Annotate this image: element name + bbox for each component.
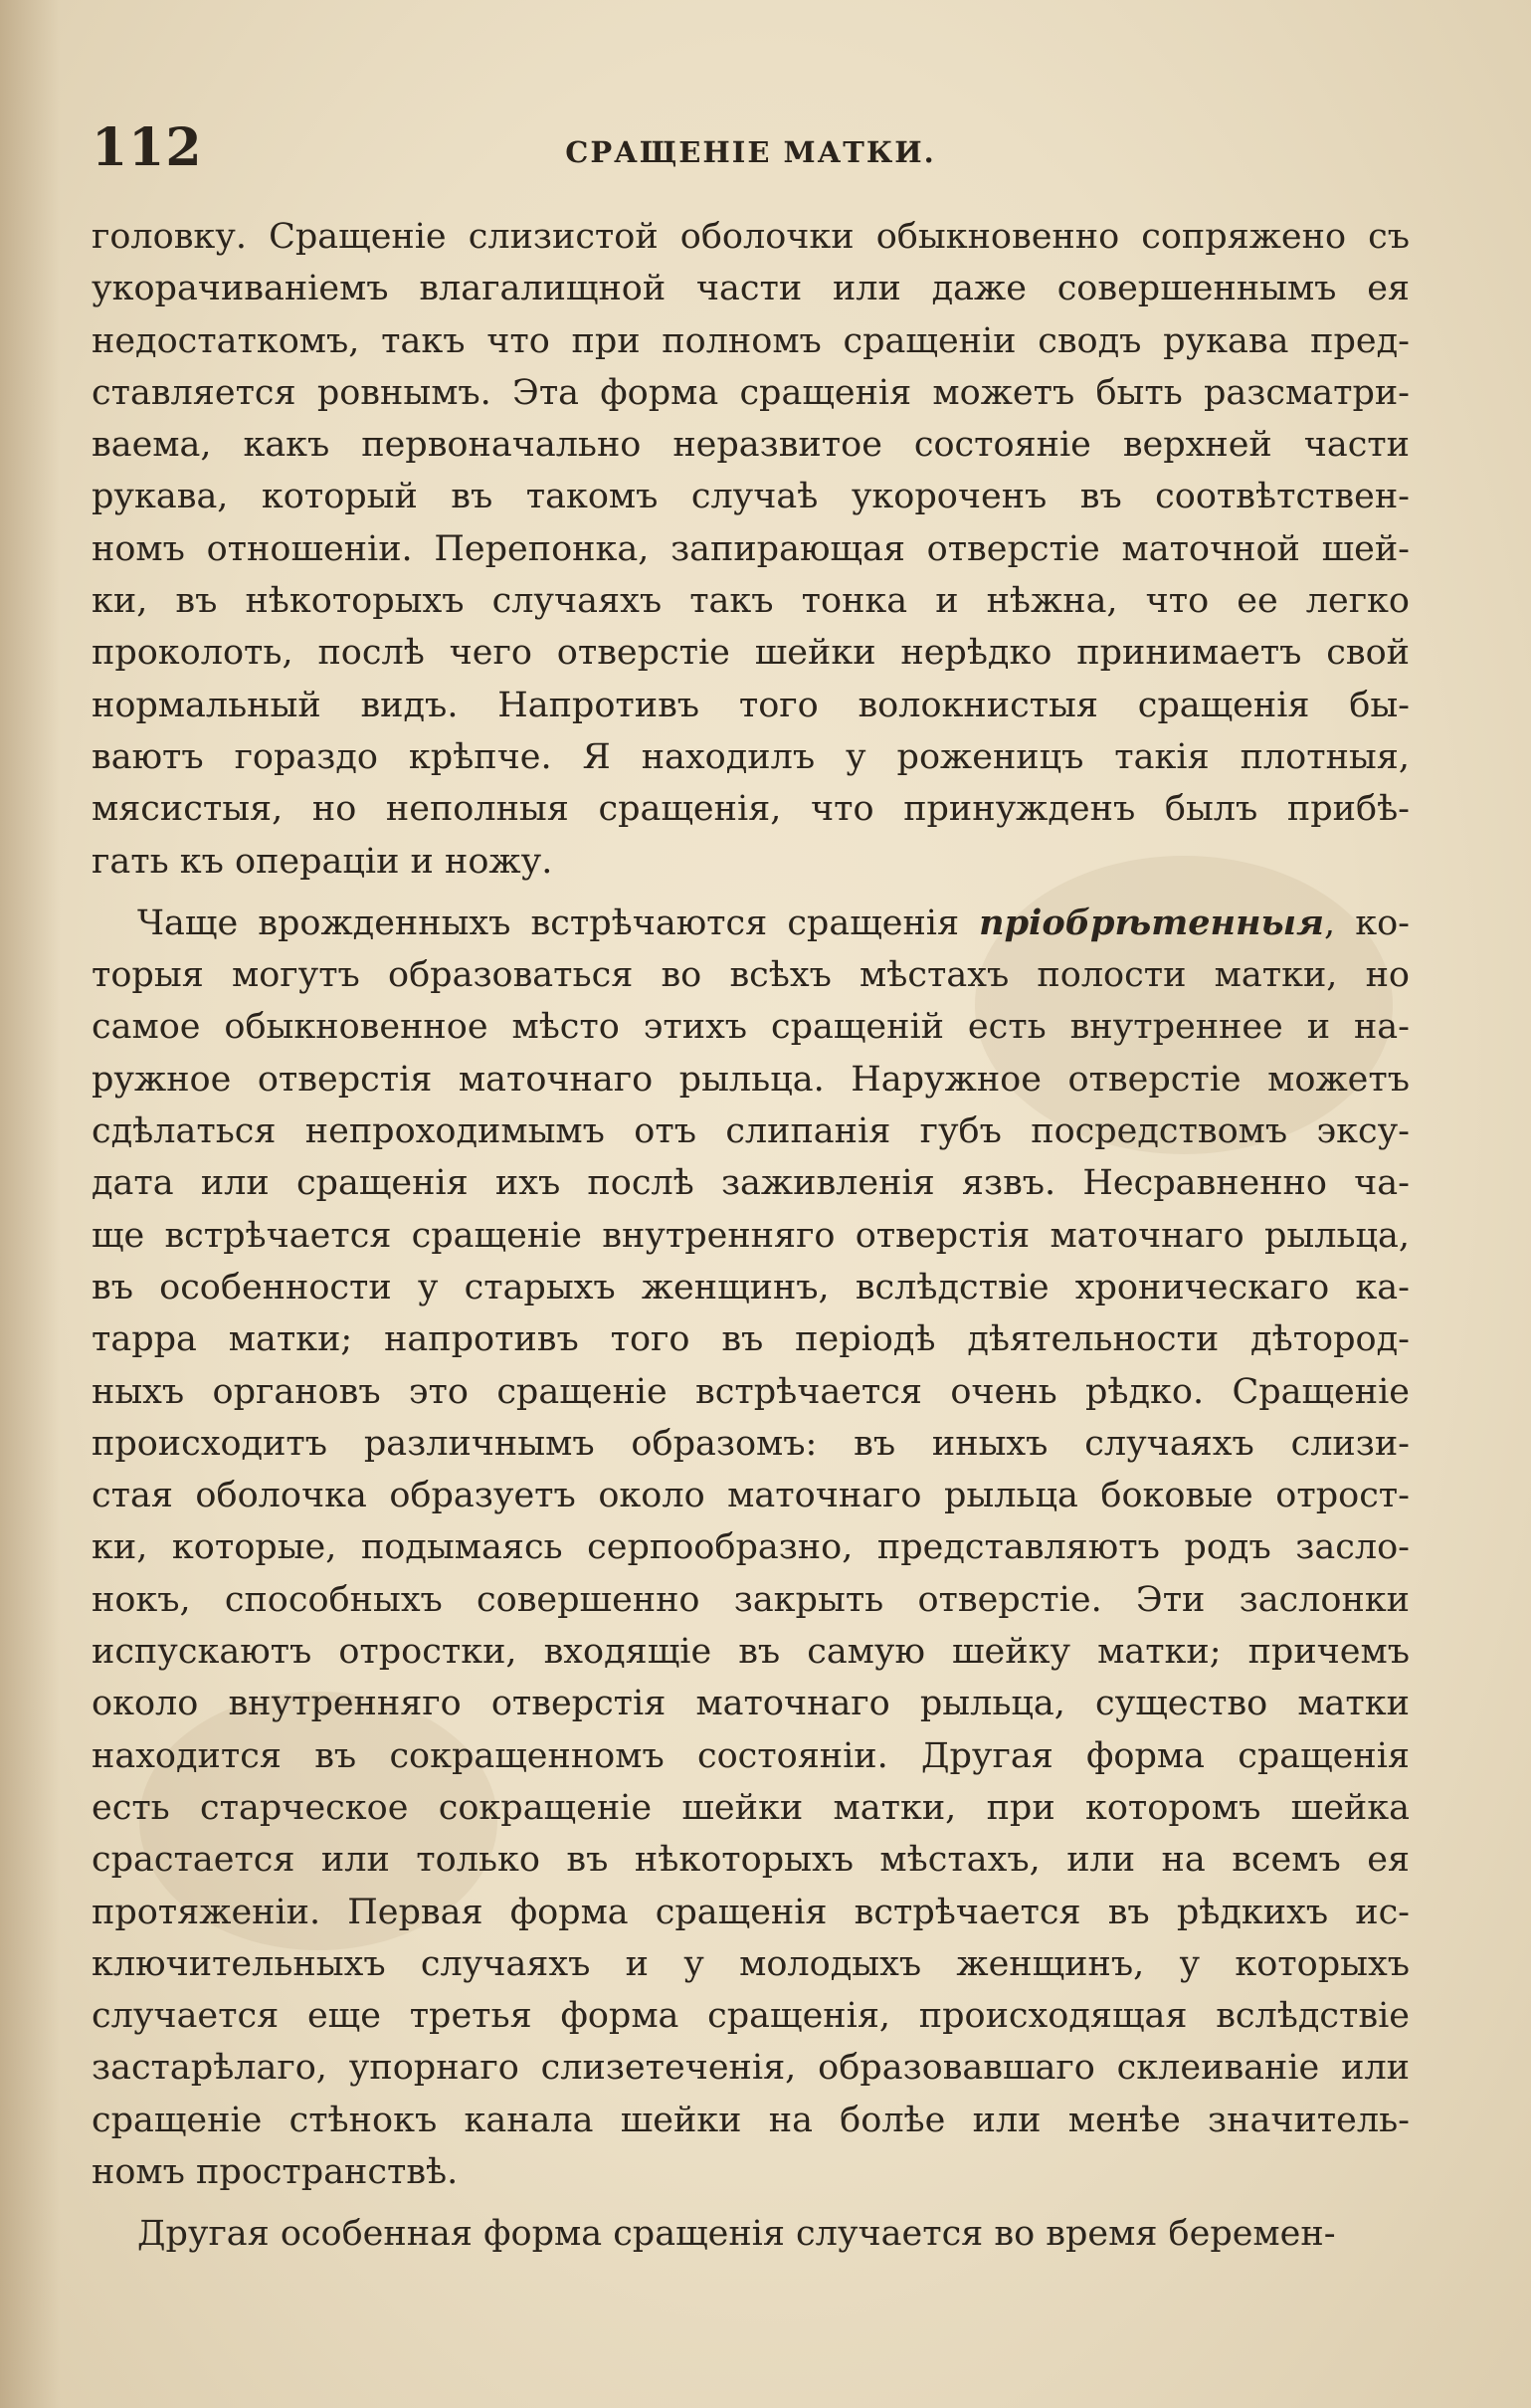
text-line: стая оболочка образуетъ около маточнаго рыльца боковые отрост- [92,1476,1410,1516]
text-line: застарѣлаго, упорнаго слизетеченія, образовавшаго склеиваніе или [92,2048,1410,2089]
text-line: рукава, который въ такомъ случаѣ укороченъ въ соотвѣтствен- [92,477,1410,517]
text-line: торыя могутъ образоваться во всѣхъ мѣстахъ полости матки, но [92,955,1410,996]
text-line: ки, которые, подымаясь серпообразно, представляютъ родъ засло- [92,1527,1410,1568]
text-line: ваема, какъ первоначально неразвитое состояніе верхней части [92,425,1410,466]
text-line: срастается или только въ нѣкоторыхъ мѣстахъ, или на всемъ ея [92,1840,1410,1881]
text-line: номъ пространствѣ. [92,2151,459,2192]
text-line: Другая особенная форма сращенія случается во время беремен- [137,2214,1336,2255]
text-line: происходитъ различнымъ образомъ: въ иныхъ случаяхъ слизи- [92,1423,1410,1464]
text-line: случается еще третья форма сращенія, происходящая вслѣдствіе [92,1996,1410,2037]
text-line: дата или сращенія ихъ послѣ заживленія язвъ. Несравненно ча- [92,1163,1410,1204]
text-line: самое обыкновенное мѣсто этихъ сращеній есть внутреннее и на- [92,1007,1410,1048]
text-line: нокъ, способныхъ совершенно закрыть отверстіе. Эти заслонки [92,1579,1410,1620]
paragraph-spacer [92,888,1410,898]
text-line: ставляется ровнымъ. Эта форма сращенія можетъ быть разсматри- [92,372,1410,413]
body-text [92,211,1410,2261]
text-line: гать къ операціи и ножу. [92,841,553,882]
paragraph [92,211,1410,888]
text-line: сращеніе стѣнокъ канала шейки на болѣе или менѣе значитель- [92,2100,1410,2140]
text-line: нормальный видъ. Напротивъ того волокнистыя сращенія бы- [92,685,1410,725]
text-line: тарра матки; напротивъ того въ періодѣ дѣятельности дѣтород- [92,1319,1410,1360]
text-line: въ особенности у старыхъ женщинъ, вслѣдствіе хроническаго ка- [92,1267,1410,1307]
text-line: мясистыя, но неполныя сращенія, что принужденъ былъ прибѣ- [92,789,1410,830]
text-line: проколоть, послѣ чего отверстіе шейки нерѣдко принимаетъ свой [92,633,1410,674]
paragraph-spacer [92,2198,1410,2208]
text-line: находится въ сокращенномъ состояніи. Другая форма сращенія [92,1735,1410,1776]
text-line: сдѣлаться непроходимымъ отъ слипанія губъ посредствомъ эксу- [92,1111,1410,1152]
text-line: есть старческое сокращеніе шейки матки, при которомъ шейка [92,1787,1410,1828]
paragraph [92,898,1410,2198]
text-line: протяженіи. Первая форма сращенія встрѣчается въ рѣдкихъ ис- [92,1892,1410,1932]
text-line: ки, въ нѣкоторыхъ случаяхъ такъ тонка и нѣжна, что ее легко [92,581,1410,622]
text-line: укорачиваніемъ влагалищной части или даже совершеннымъ ея [92,269,1410,309]
running-head: СРАЩЕНІЕ МАТКИ. [565,135,936,169]
text-line: около внутренняго отверстія маточнаго рыльца, существо матки [92,1684,1410,1724]
text-line: ваютъ гораздо крѣпче. Я находилъ у роженицъ такія плотныя, [92,736,1410,777]
text-line: испускаютъ отростки, входящіе въ самую шейку матки; причемъ [92,1632,1410,1673]
text-line: номъ отношеніи. Перепонка, запирающая отверстіе маточной шей- [92,528,1410,569]
text-line: ружное отверстія маточнаго рыльца. Наружное отверстіе можетъ [92,1059,1410,1100]
text-line: ныхъ органовъ это сращеніе встрѣчается очень рѣдко. Сращеніе [92,1371,1410,1412]
text-line: головку. Сращеніе слизистой оболочки обыкновенно сопряжено съ [92,217,1410,257]
text-line: Чаще врожденныхъ встрѣчаются сращенія пріобрѣтенныя, ко- [137,902,1410,943]
text-line: ще встрѣчается сращеніе внутренняго отверстія маточнаго рыльца, [92,1215,1410,1256]
italic-term: пріобрѣтенныя [979,902,1324,943]
page-header [92,117,1410,187]
page-number: 112 [92,117,203,178]
text-line: ключительныхъ случаяхъ и у молодыхъ женщинъ, у которыхъ [92,1943,1410,1984]
text-line: недостаткомъ, такъ что при полномъ сращеніи сводъ рукава пред- [92,320,1410,361]
paragraph [92,2208,1410,2260]
